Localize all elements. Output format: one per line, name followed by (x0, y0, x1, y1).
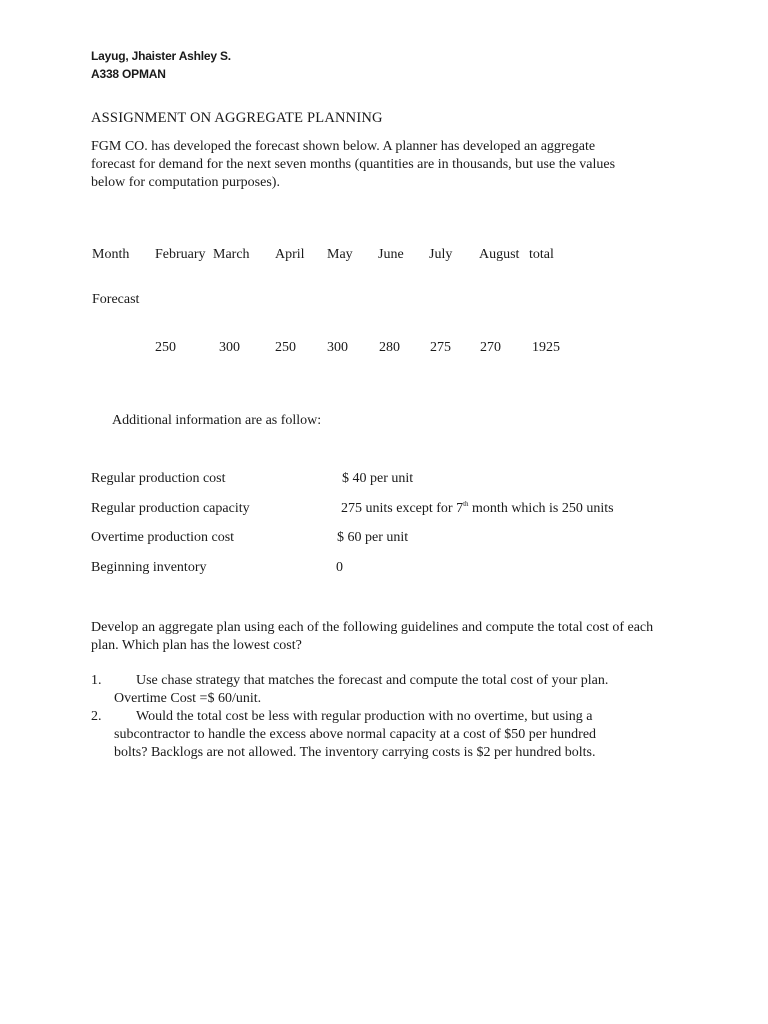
forecast-total-cell: 1925 (532, 340, 560, 355)
list-item-line: subcontractor to handle the excess above normal capacity at a cost of $50 per hundred (114, 727, 597, 742)
list-item-line: Overtime Cost =$ 60/unit. (114, 691, 262, 706)
month-header-cell: August (479, 247, 520, 262)
forecast-value-cell: 270 (480, 340, 501, 355)
forecast-value-cell: 275 (430, 340, 451, 355)
forecast-value-cell: 250 (275, 340, 296, 355)
list-item-number: 1. (91, 673, 102, 688)
intro-line: forecast for demand for the next seven months (quantities are in thousands, but use the values (91, 157, 616, 172)
month-header-cell: April (275, 247, 305, 262)
list-item-line: Use chase strategy that matches the forecast and compute the total cost of your plan. (136, 673, 609, 688)
month-header-cell: July (429, 247, 453, 262)
instructions-paragraph (91, 619, 653, 655)
capacity-value-text-end: month which is 250 units (468, 501, 614, 516)
list-item-line: bolts? Backlogs are not allowed. The inventory carrying costs is $2 per hundred bolts. (114, 745, 596, 760)
total-header-cell: total (529, 247, 554, 262)
intro-line: below for computation purposes). (91, 175, 280, 190)
list-item-line: Would the total cost be less with regular production with no overtime, but using a (136, 709, 593, 724)
inventory-value: 0 (336, 560, 343, 575)
course-code: A338 OPMAN (91, 67, 166, 81)
regular-cost-label: Regular production cost (91, 471, 226, 486)
instructions-line: Develop an aggregate plan using each of the following guidelines and compute the total cost of each (91, 620, 654, 635)
month-header-label: Month (92, 247, 130, 262)
overtime-value: $ 60 per unit (337, 530, 409, 545)
additional-info-heading: Additional information are as follow: (112, 413, 322, 428)
capacity-ordinal-suffix: th (463, 500, 469, 508)
capacity-value-text: 275 units except for 7 (341, 501, 464, 516)
inventory-label: Beginning inventory (91, 560, 207, 575)
capacity-value (341, 501, 614, 517)
forecast-value-cell: 280 (379, 340, 400, 355)
overtime-label: Overtime production cost (91, 530, 235, 545)
intro-line: FGM CO. has developed the forecast shown below. A planner has developed an aggregate (91, 139, 596, 154)
intro-paragraph (91, 138, 615, 192)
forecast-value-cell: 300 (327, 340, 348, 355)
month-header-cell: May (327, 247, 353, 262)
list-item-number: 2. (91, 709, 102, 724)
forecast-row-label: Forecast (92, 292, 140, 307)
student-name: Layug, Jhaister Ashley S. (91, 49, 231, 63)
instructions-line: plan. Which plan has the lowest cost? (91, 638, 302, 653)
regular-cost-value: $ 40 per unit (342, 471, 414, 486)
capacity-label: Regular production capacity (91, 501, 250, 516)
document-title: ASSIGNMENT ON AGGREGATE PLANNING (91, 110, 383, 126)
month-header-cell: February (155, 247, 206, 262)
month-header-cell: March (213, 247, 250, 262)
forecast-value-cell: 250 (155, 340, 176, 355)
forecast-value-cell: 300 (219, 340, 240, 355)
month-header-cell: June (378, 247, 404, 262)
